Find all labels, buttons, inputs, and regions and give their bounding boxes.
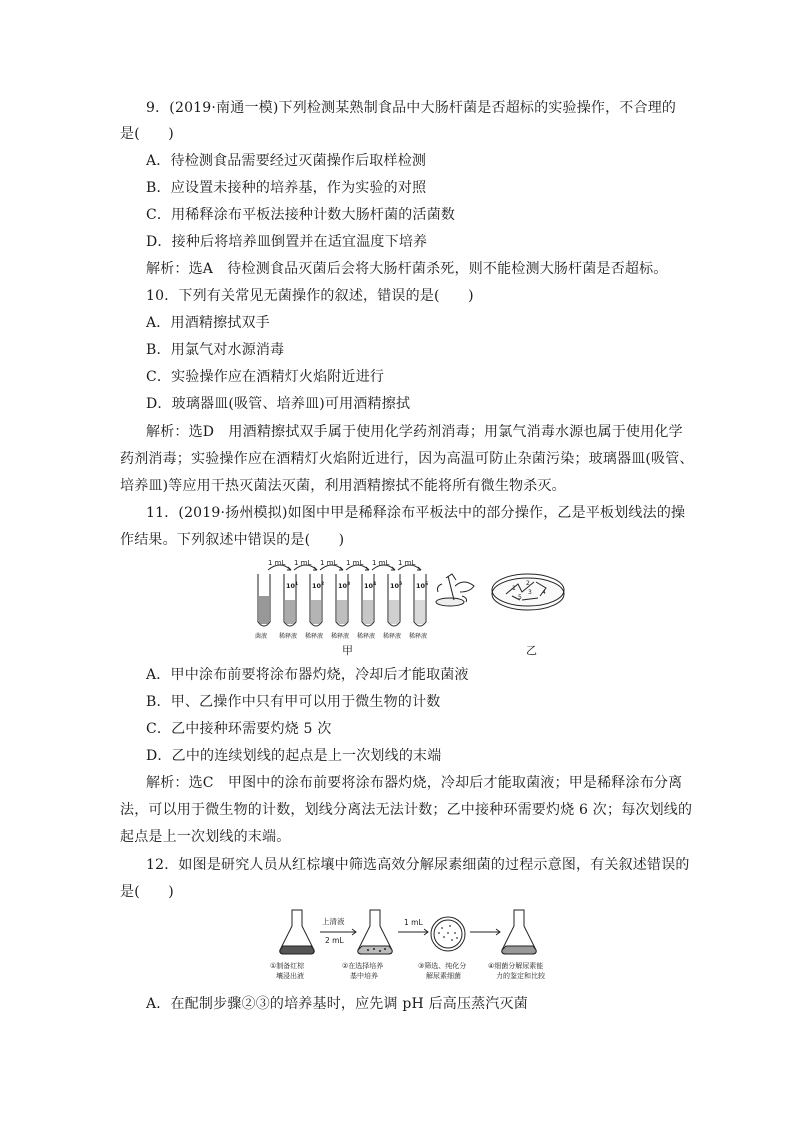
q9-stem-line2: 是( )	[120, 126, 174, 142]
caption-jia: 甲	[342, 644, 353, 657]
q11-analysis-line2: 法，可以用于微生物的计数，划线分离法无法计数；乙中接种环需要灼烧 6 次；每次划线的	[120, 802, 693, 818]
q9-option-d: D．接种后将培养皿倒置并在适宜温度下培养	[146, 234, 428, 250]
svg-text:稀释液: 稀释液	[279, 633, 298, 640]
svg-text:101: $10^1$	[286, 582, 299, 590]
volume-label-5: 1 mL	[372, 559, 390, 567]
q10-stem: 10．下列有关常见无菌操作的叙述，错误的是( )	[146, 288, 474, 304]
flask-2	[358, 910, 392, 954]
flask-1	[280, 910, 314, 954]
svg-text:106: $10^6$	[416, 582, 429, 590]
svg-text:5: 5	[518, 594, 522, 601]
svg-text:稀释液: 稀释液	[383, 633, 402, 640]
q9-option-a: A．待检测食品需要经过灭菌操作后取样检测	[146, 153, 427, 169]
q11-figure	[250, 556, 570, 658]
step1-caption-line1: ①制备红棕	[270, 962, 305, 970]
svg-text:103: $10^3$	[338, 582, 351, 590]
volume-label-4: 1 mL	[346, 559, 364, 567]
svg-text:105: $10^5$	[390, 582, 403, 590]
q10-analysis-line3: 培养皿)等应用干热灭菌法灭菌，利用酒精擦拭不能将所有微生物杀灭。	[120, 478, 566, 494]
volume-label-1: 1 mL	[268, 559, 286, 567]
q9-analysis: 解析：选A 待检测食品灭菌后会将大肠杆菌杀死，则不能检测大肠杆菌是否超标。	[146, 261, 668, 277]
q12-option-a: A．在配制步骤②③的培养基时，应先调 pH 后高压蒸汽灭菌	[146, 996, 528, 1012]
q9-option-c: C．用稀释涂布平板法接种计数大肠杆菌的活菌数	[146, 207, 456, 223]
q10-option-b: B．用氯气对水源消毒	[146, 342, 285, 358]
step4-caption-line2: 力的鉴定和比较	[496, 972, 545, 980]
arrow1-bottom-label: 2 mL	[325, 936, 344, 945]
svg-text:稀释液: 稀释液	[305, 633, 324, 640]
caption-yi: 乙	[526, 644, 537, 657]
volume-label-3: 1 mL	[320, 559, 338, 567]
petri-dish	[431, 917, 465, 951]
step3-caption-line1: ③筛选、纯化分	[418, 962, 467, 970]
spreader-drawing	[436, 574, 474, 606]
svg-text:4: 4	[542, 589, 546, 596]
svg-text:102: $10^2$	[312, 582, 325, 590]
q10-option-d: D．玻璃器皿(吸管、培养皿)可用酒精擦拭	[146, 396, 411, 412]
step4-caption-line1: ④细菌分解尿素能	[488, 962, 544, 970]
svg-text:菌液: 菌液	[255, 633, 268, 640]
svg-text:稀释液: 稀释液	[409, 633, 428, 640]
q12-figure	[268, 906, 568, 986]
q11-analysis-line1: 解析：选C 甲图中的涂布前要将涂布器灼烧，冷却后才能取菌液；甲是稀释涂布分离	[146, 775, 683, 791]
q10-analysis-line1: 解析：选D 用酒精擦拭双手属于使用化学药剂消毒；用氯气消毒水源也属于使用化学	[146, 424, 683, 440]
q11-option-b: B．甲、乙操作中只有甲可以用于微生物的计数	[146, 694, 441, 710]
q10-option-a: A．用酒精擦拭双手	[146, 315, 270, 331]
step1-caption-line2: 壤浸出液	[276, 972, 304, 980]
q11-stem-line1: 11．(2019·扬州模拟)如图中甲是稀释涂布平板法中的部分操作，乙是平板划线法的操	[146, 505, 686, 521]
svg-text:稀释液: 稀释液	[357, 633, 376, 640]
q12-stem-line1: 12．如图是研究人员从红棕壤中筛选高效分解尿素细菌的过程示意图，有关叙述错误的	[146, 857, 690, 873]
step2-caption-line2: 基中培养	[350, 972, 378, 980]
volume-label-6: 1 mL	[398, 559, 416, 567]
q11-stem-line2: 作结果。下列叙述中错误的是( )	[120, 532, 345, 548]
svg-text:2: 2	[526, 580, 530, 587]
q11-option-c: C．乙中接种环需要灼烧 5 次	[146, 721, 332, 737]
arrow1-top-label: 上清液	[322, 917, 345, 926]
svg-text:3: 3	[528, 589, 532, 596]
svg-text:1: 1	[512, 585, 516, 592]
q11-analysis-line3: 起点是上一次划线的末端。	[120, 829, 291, 845]
q11-option-a: A．甲中涂布前要将涂布器灼烧，冷却后才能取菌液	[146, 667, 469, 683]
svg-text:104: $10^4$	[364, 582, 377, 590]
svg-text:稀释液: 稀释液	[331, 633, 350, 640]
arrow2-top-label: 1 mL	[404, 918, 423, 927]
q12-stem-line2: 是( )	[120, 884, 174, 900]
q11-option-d: D．乙中的连续划线的起点是上一次划线的末端	[146, 748, 442, 764]
step2-caption-line1: ②在选择培养	[342, 962, 384, 970]
q10-analysis-line2: 药剂消毒；实验操作应在酒精灯火焰附近进行，因为高温可防止杂菌污染；玻璃器皿(吸管、	[120, 451, 694, 467]
step3-caption-line2: 解尿素细菌	[426, 972, 461, 980]
q9-stem-line1: 9．(2019·南通一模)下列检测某熟制食品中大肠杆菌是否超标的实验操作，不合理的	[146, 100, 677, 116]
volume-label-2: 1 mL	[294, 559, 312, 567]
flask-4	[502, 910, 536, 954]
q9-option-b: B．应设置未接种的培养基，作为实验的对照	[146, 180, 427, 196]
q10-option-c: C．实验操作应在酒精灯火焰附近进行	[146, 369, 385, 385]
